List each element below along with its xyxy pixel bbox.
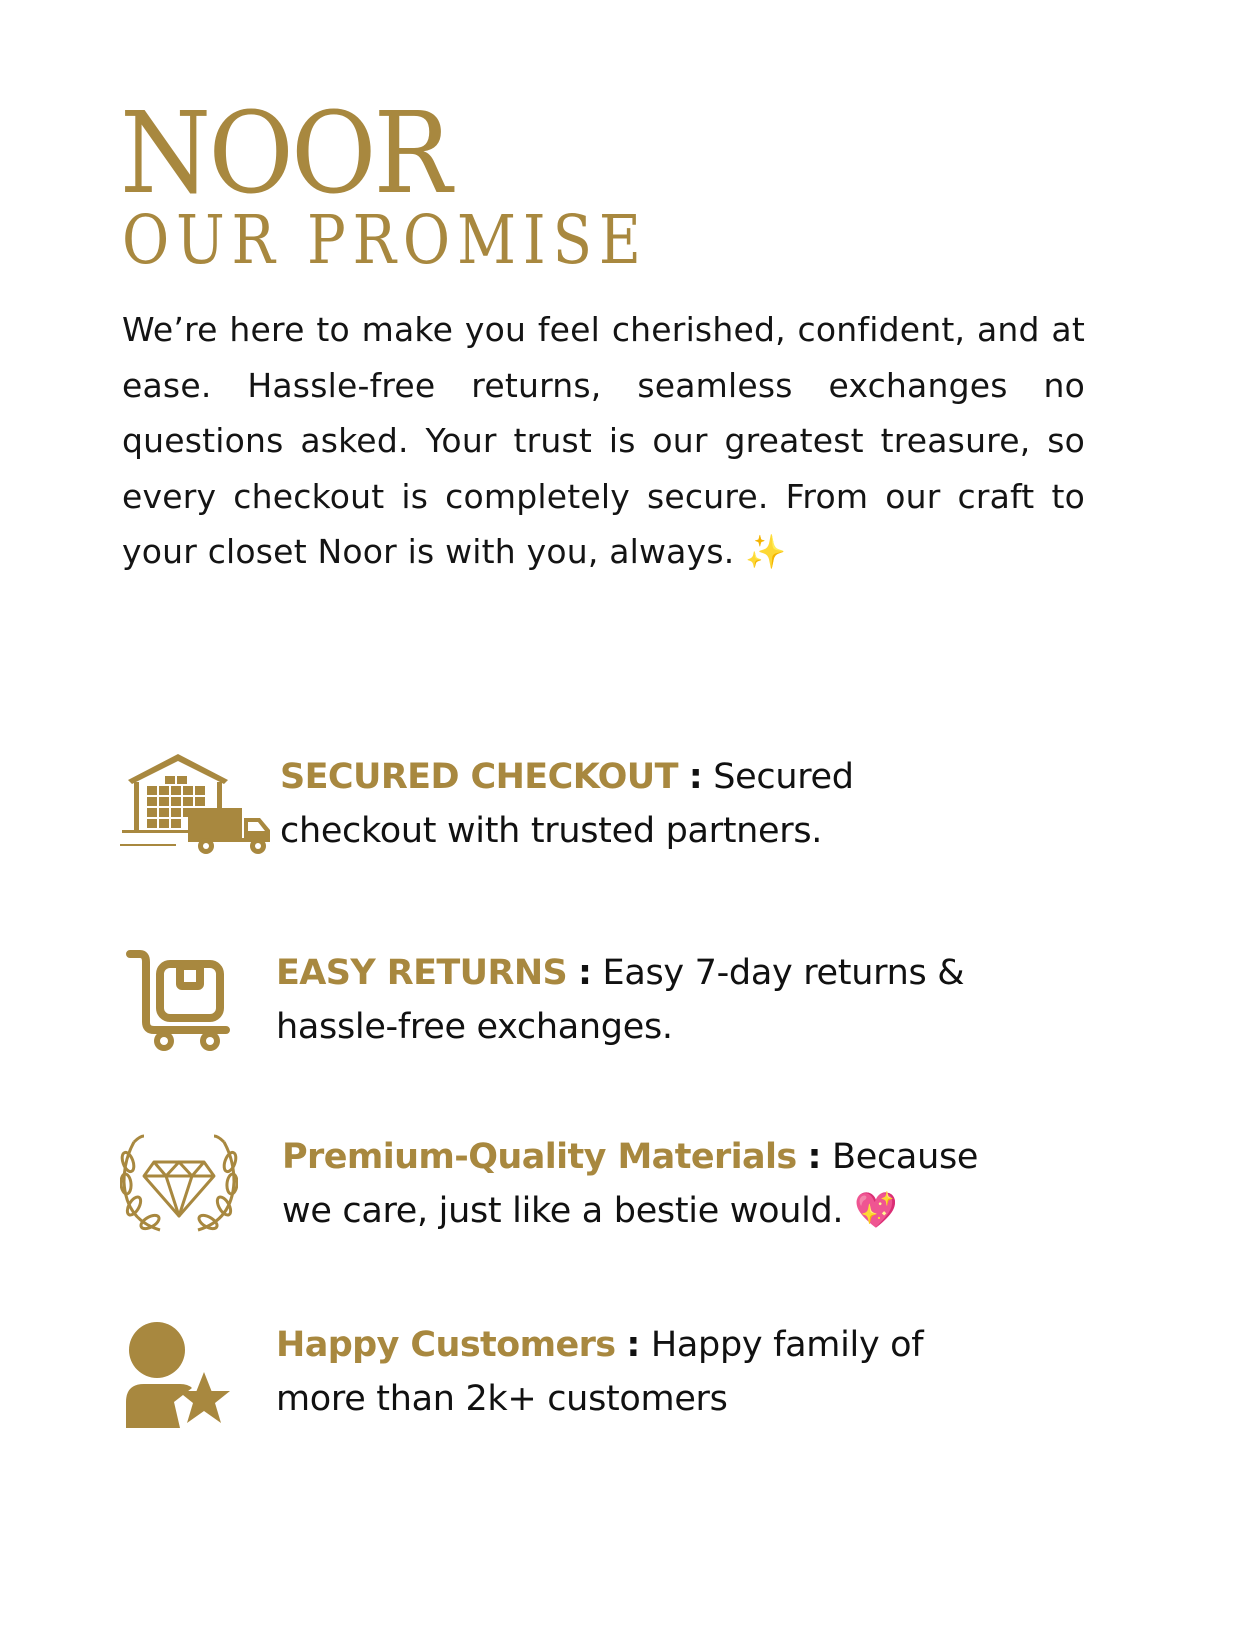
- return-cart-icon: [122, 946, 232, 1054]
- sparkles-emoji: ✨: [745, 532, 787, 571]
- feature-secured-checkout: [0, 752, 1250, 892]
- page-title: OUR PROMISE: [122, 201, 648, 279]
- feature-text: [282, 1130, 978, 1238]
- customer-star-icon: [124, 1322, 232, 1430]
- feature-desc-line1: Secured: [713, 757, 854, 797]
- feature-separator: :: [688, 757, 703, 797]
- feature-premium-quality: [0, 1132, 1250, 1272]
- feature-title: SECURED CHECKOUT: [280, 757, 678, 797]
- feature-separator: :: [626, 1325, 641, 1365]
- feature-title: Premium-Quality Materials: [282, 1137, 797, 1177]
- feature-desc-line2: we care, just like a bestie would.: [282, 1191, 844, 1231]
- feature-title: EASY RETURNS: [276, 953, 568, 993]
- intro-text: We’re here to make you feel cherished, confident, and at ease. Hassle-free returns, seamless exchanges no questions asked. Your trust is our greatest treasure, so every checkout is completely secure. From our craft to your closet Noor is with you, always.: [122, 310, 1085, 571]
- feature-text: [276, 946, 964, 1054]
- warehouse-truck-icon: [120, 752, 272, 856]
- feature-separator: :: [577, 953, 592, 993]
- brand-logo: NOOR: [120, 89, 450, 219]
- feature-desc-line1: Happy family of: [650, 1325, 924, 1365]
- feature-easy-returns: [0, 946, 1250, 1086]
- feature-desc-line1: Easy 7-day returns &: [602, 953, 965, 993]
- sparkling-heart-emoji: 💖: [854, 1191, 898, 1231]
- intro-paragraph: [122, 302, 1085, 580]
- feature-desc-line2: hassle-free exchanges.: [276, 1007, 673, 1047]
- feature-title: Happy Customers: [276, 1325, 616, 1365]
- feature-text: [276, 1318, 923, 1426]
- feature-separator: :: [807, 1137, 822, 1177]
- feature-desc-line2: checkout with trusted partners.: [280, 811, 823, 851]
- diamond-laurel-icon: [120, 1132, 238, 1234]
- feature-happy-customers: [0, 1322, 1250, 1462]
- feature-text: [280, 750, 854, 858]
- feature-desc-line2: more than 2k+ customers: [276, 1379, 728, 1419]
- feature-desc-line1: Because: [832, 1137, 979, 1177]
